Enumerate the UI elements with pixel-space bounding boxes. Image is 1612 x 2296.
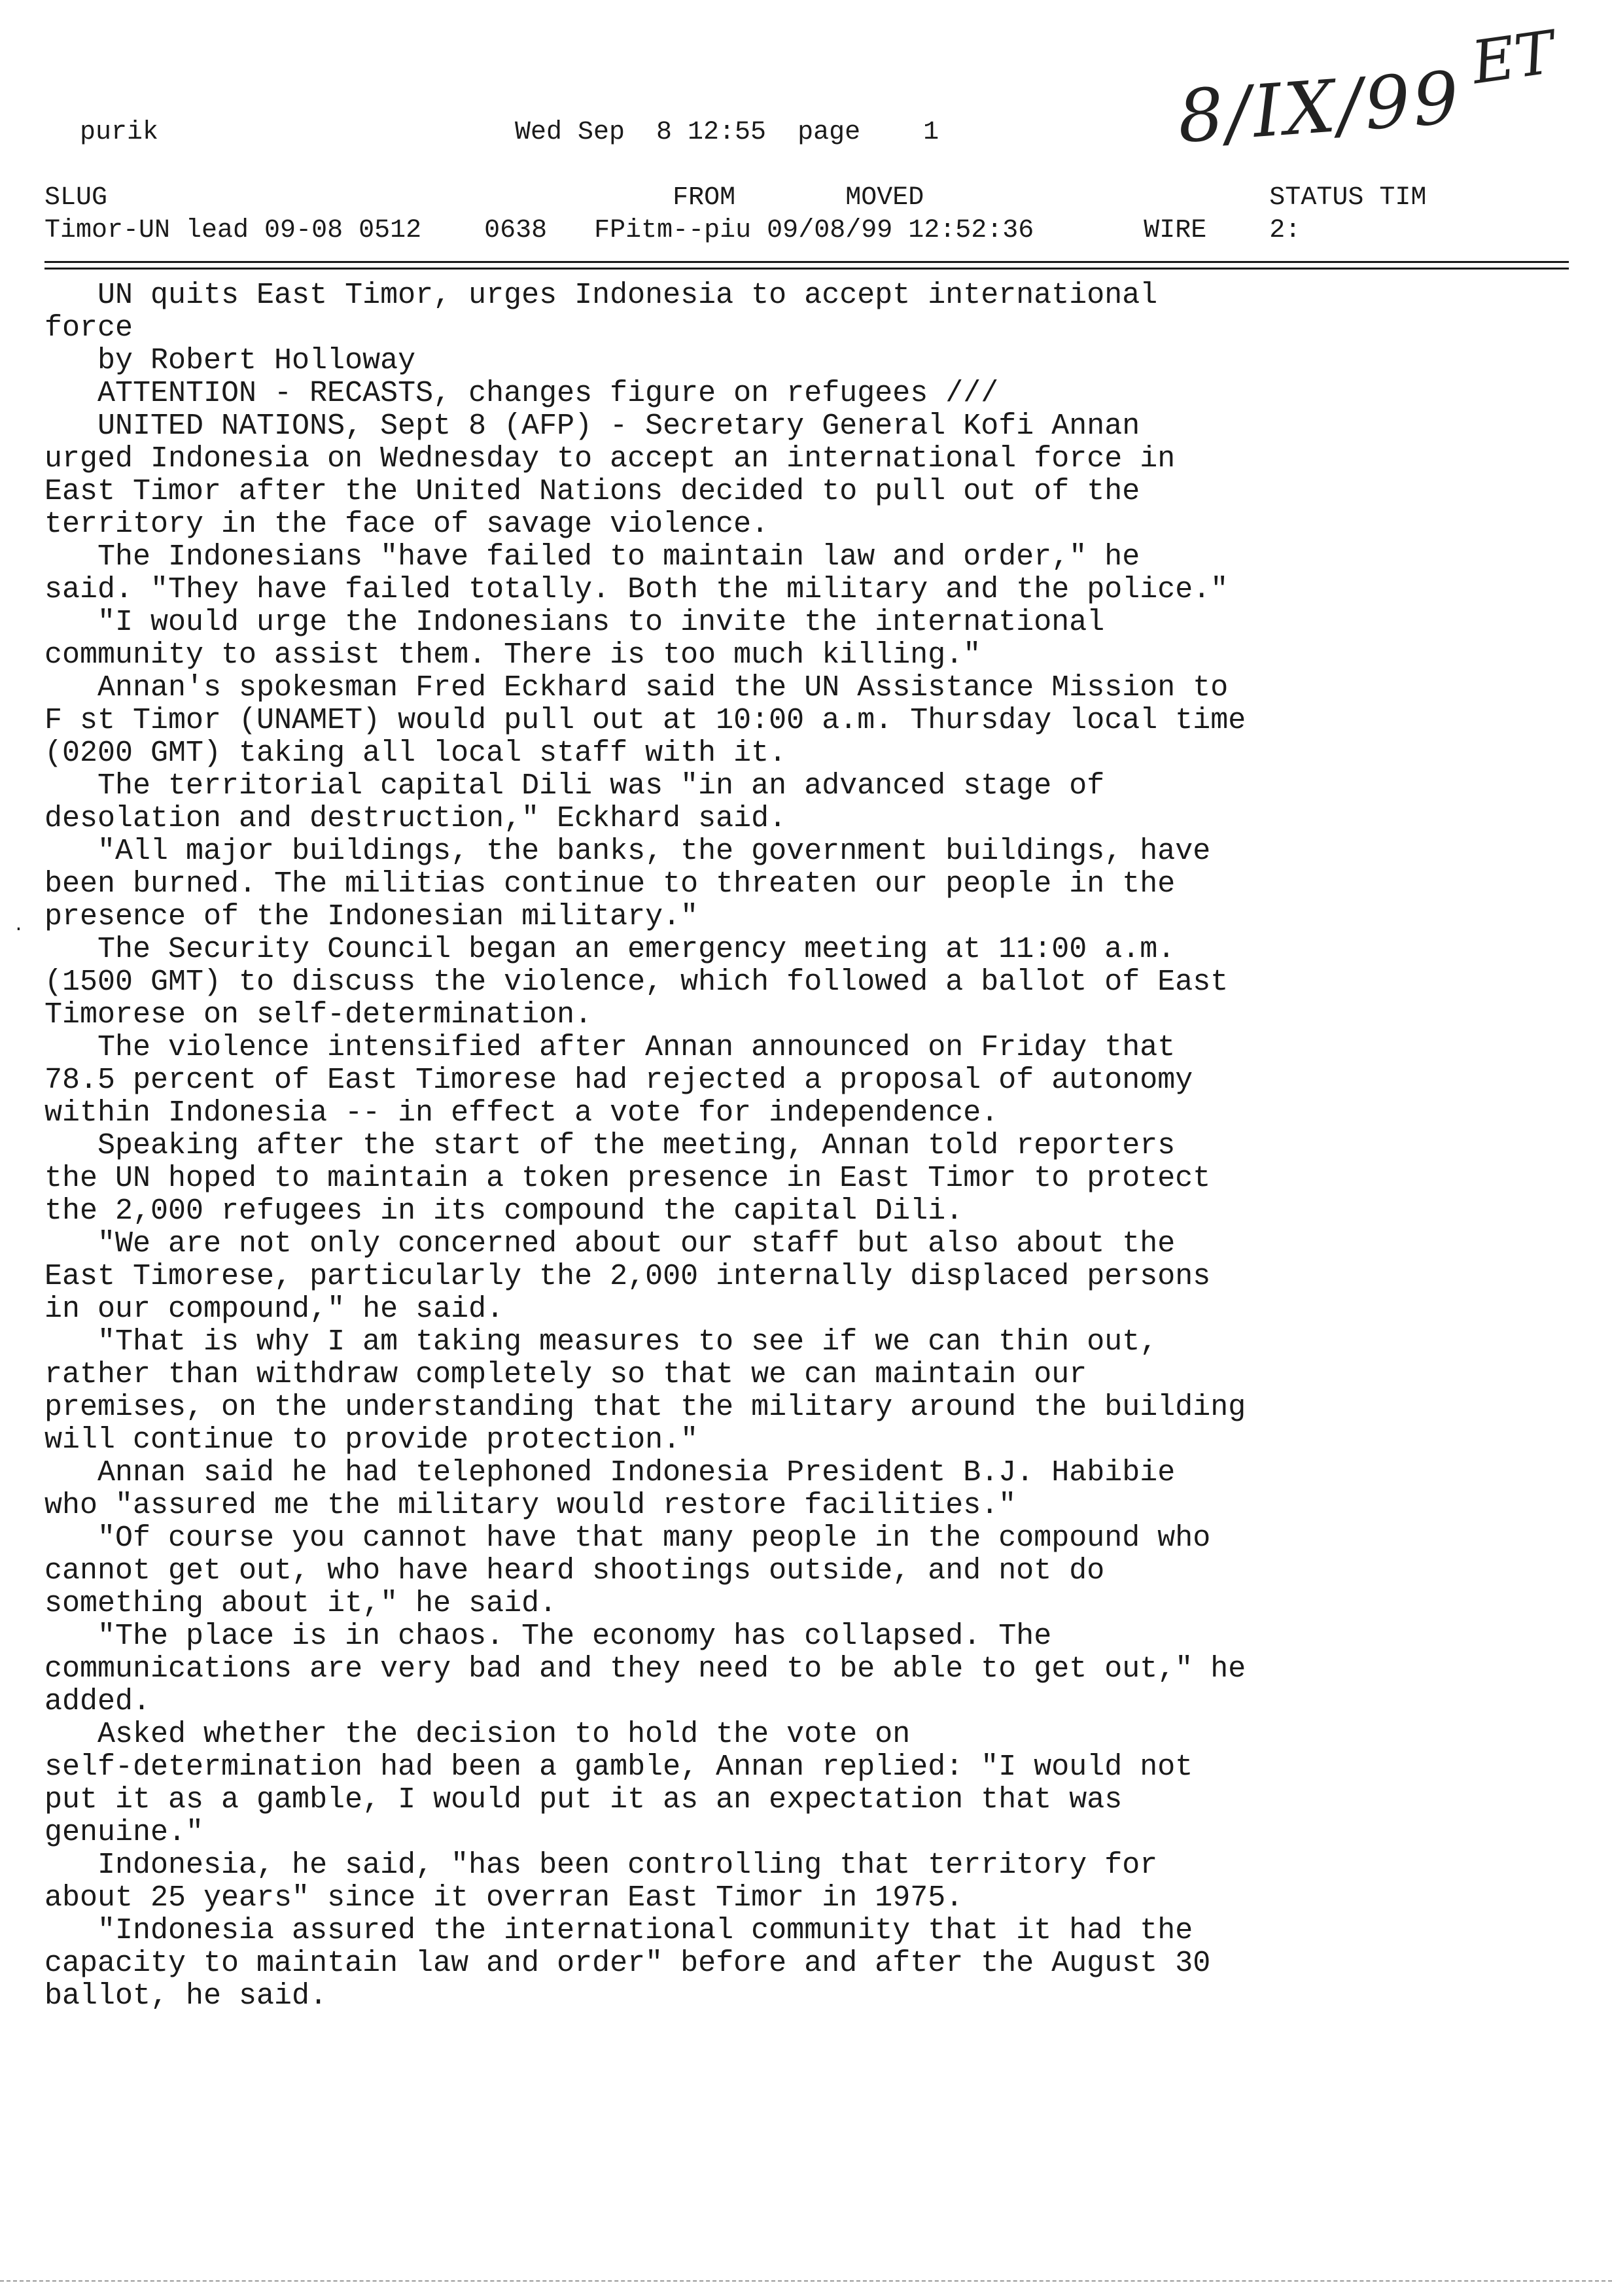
double-rule-divider <box>44 257 1569 274</box>
article-line: (0200 GMT) taking all local staff with it. <box>44 737 787 770</box>
column-labels-row: SLUG FROM MOVED STATUS TIM <box>44 183 1427 213</box>
article-line: who "assured me the military would restore facilities." <box>44 1489 1017 1522</box>
article-line: Timorese on self-determination. <box>44 998 593 1032</box>
article-line: East Timorese, particularly the 2,000 internally displaced persons <box>44 1260 1211 1293</box>
rule-line-top <box>44 261 1569 263</box>
article-line: desolation and destruction," Eckhard said. <box>44 802 787 835</box>
article-line: "That is why I am taking measures to see if we can thin out, <box>44 1325 1158 1359</box>
handwritten-date-note: 8/IX/99 <box>1175 56 1464 159</box>
article-line: communications are very bad and they need to be able to get out," he <box>44 1652 1246 1686</box>
article-line: force <box>44 311 133 345</box>
article-line: UNITED NATIONS, Sept 8 (AFP) - Secretary General Kofi Annan <box>44 409 1140 443</box>
header-datetime-page: Wed Sep 8 12:55 page 1 <box>515 118 939 147</box>
article-line: The violence intensified after Annan announced on Friday that <box>44 1031 1176 1064</box>
article-line: presence of the Indonesian military." <box>44 900 699 933</box>
handwritten-tag-note: ET <box>1467 18 1559 98</box>
article-line: Annan's spokesman Fred Eckhard said the UN Assistance Mission to <box>44 671 1229 704</box>
column-values-row: Timor-UN lead 09-08 0512 0638 FPitm--piu 09/08/99 12:52:36 WIRE 2: <box>44 216 1301 245</box>
article-line: said. "They have failed totally. Both the military and the police." <box>44 573 1229 606</box>
header-username: purik <box>80 118 159 147</box>
article-line: added. <box>44 1685 151 1718</box>
article-line: in our compound," he said. <box>44 1293 504 1326</box>
article-line: "The place is in chaos. The economy has collapsed. The <box>44 1620 1052 1653</box>
article-line: The Security Council began an emergency meeting at 11:00 a.m. <box>44 933 1176 966</box>
rule-line-bottom <box>44 268 1569 270</box>
article-line: rather than withdraw completely so that we can maintain our <box>44 1358 1087 1391</box>
article-line: put it as a gamble, I would put it as an expectation that was <box>44 1783 1123 1817</box>
article-line: community to assist them. There is too much killing." <box>44 638 981 672</box>
article-line: "Of course you cannot have that many people in the compound who <box>44 1522 1211 1555</box>
article-line: "I would urge the Indonesians to invite the international <box>44 606 1105 639</box>
article-line: genuine." <box>44 1816 204 1849</box>
article-line: will continue to provide protection." <box>44 1423 699 1457</box>
article-line: urged Indonesia on Wednesday to accept an international force in <box>44 442 1176 476</box>
article-line: "All major buildings, the banks, the government buildings, have <box>44 835 1211 868</box>
article-line: the 2,000 refugees in its compound the capital Dili. <box>44 1194 964 1228</box>
article-line: Annan said he had telephoned Indonesia President B.J. Habibie <box>44 1456 1176 1489</box>
article-line: territory in the face of savage violence. <box>44 508 769 541</box>
article-line: self-determination had been a gamble, Annan replied: "I would not <box>44 1750 1193 1784</box>
article-line: the UN hoped to maintain a token presence in East Timor to protect <box>44 1162 1211 1195</box>
article-line: "We are not only concerned about our staff but also about the <box>44 1227 1176 1261</box>
article-line: cannot get out, who have heard shootings outside, and not do <box>44 1554 1105 1588</box>
article-line: "Indonesia assured the international community that it had the <box>44 1914 1193 1947</box>
article-line: 78.5 percent of East Timorese had rejected a proposal of autonomy <box>44 1064 1193 1097</box>
scan-speck: . <box>13 916 24 936</box>
article-line: about 25 years" since it overran East Timor in 1975. <box>44 1881 964 1915</box>
article-line: ATTENTION - RECASTS, changes figure on refugees /// <box>44 377 999 410</box>
article-body <box>44 279 1246 2013</box>
article-line: Asked whether the decision to hold the vote on <box>44 1718 911 1751</box>
article-line: UN quits East Timor, urges Indonesia to accept international <box>44 279 1158 312</box>
article-line: been burned. The militias continue to threaten our people in the <box>44 867 1176 901</box>
scan-edge-line <box>0 2280 1612 2282</box>
article-line: ballot, he said. <box>44 1979 328 2013</box>
article-line: capacity to maintain law and order" before and after the August 30 <box>44 1947 1211 1980</box>
article-line: F st Timor (UNAMET) would pull out at 10:00 a.m. Thursday local time <box>44 704 1246 737</box>
article-line: The territorial capital Dili was "in an advanced stage of <box>44 769 1105 803</box>
article-line: Speaking after the start of the meeting, Annan told reporters <box>44 1129 1176 1162</box>
article-line: Indonesia, he said, "has been controlling that territory for <box>44 1849 1158 1882</box>
article-line: something about it," he said. <box>44 1587 557 1620</box>
article-line: within Indonesia -- in effect a vote for independence. <box>44 1096 999 1130</box>
article-line: (1500 GMT) to discuss the violence, which followed a ballot of East <box>44 965 1229 999</box>
article-line: East Timor after the United Nations decided to pull out of the <box>44 475 1140 508</box>
article-line: The Indonesians "have failed to maintain law and order," he <box>44 540 1140 574</box>
article-line: premises, on the understanding that the military around the building <box>44 1391 1246 1424</box>
article-line: by Robert Holloway <box>44 344 416 377</box>
